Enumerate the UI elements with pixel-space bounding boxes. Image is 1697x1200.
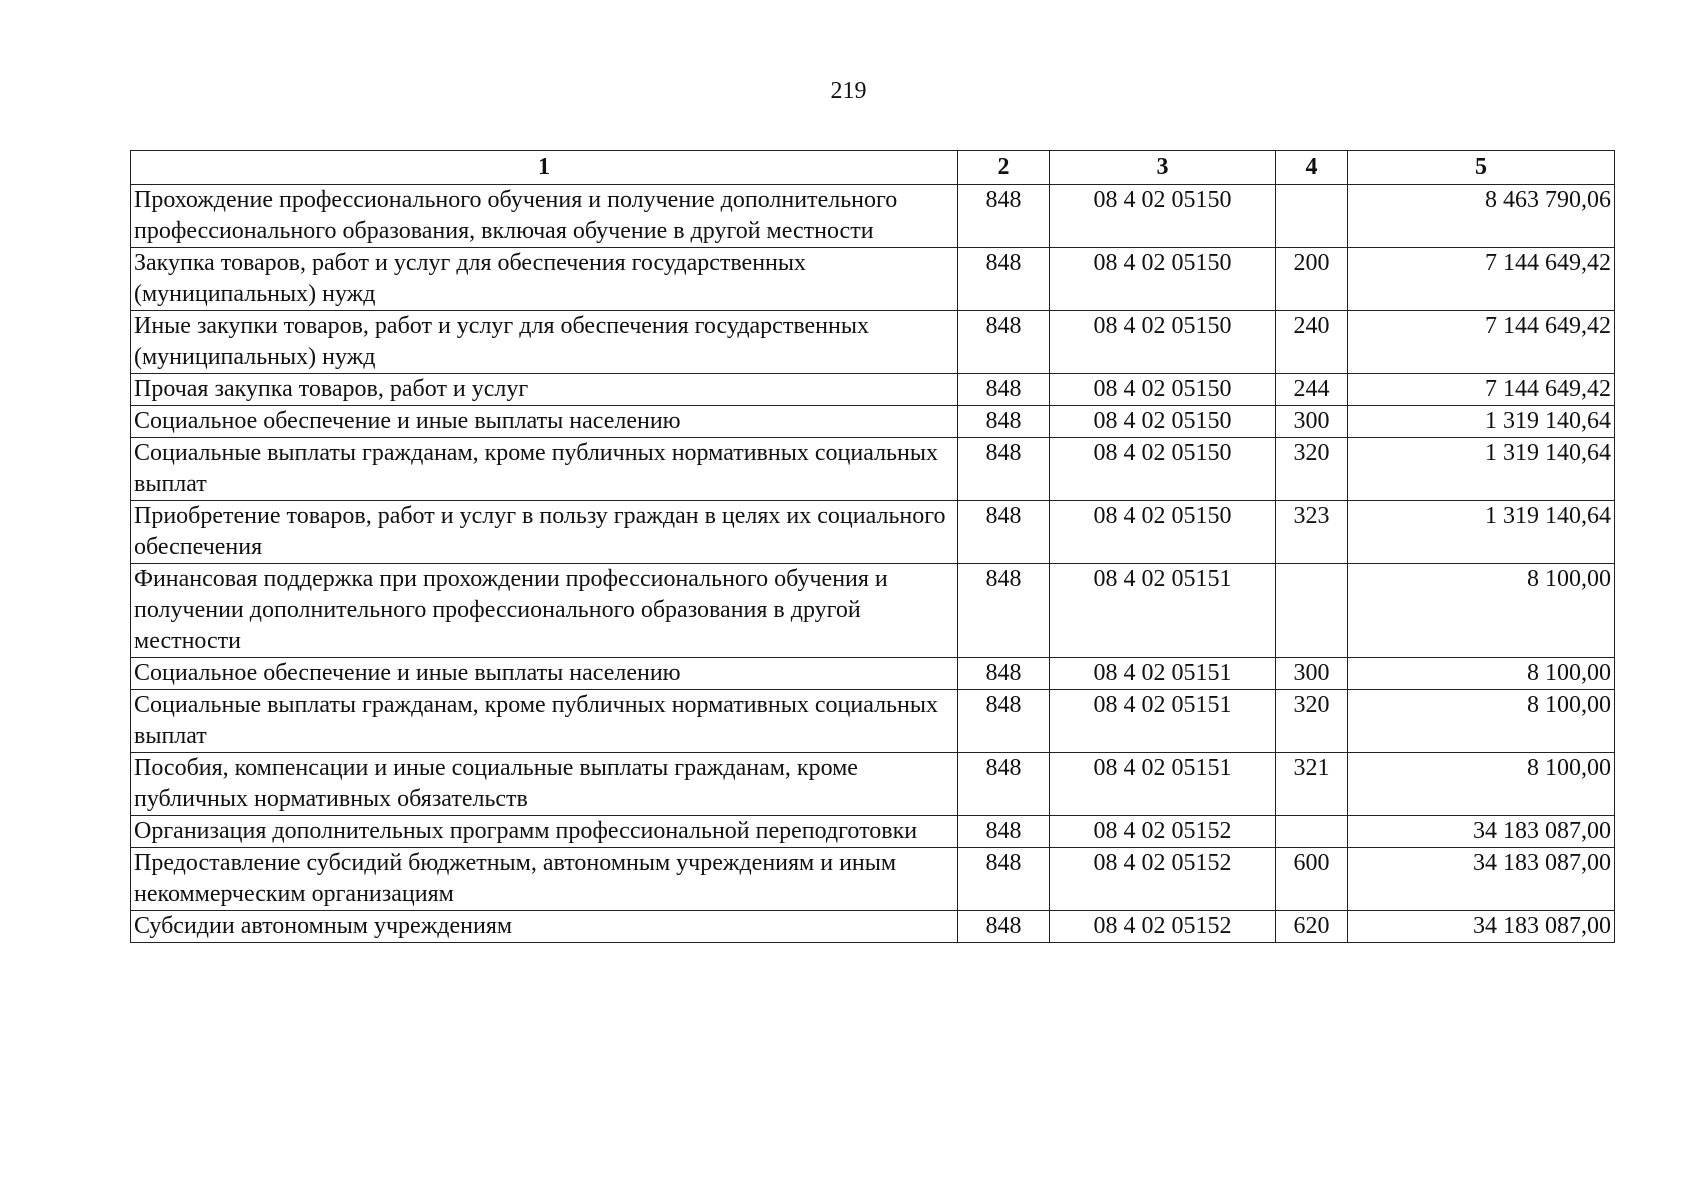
table-row xyxy=(131,753,1615,816)
row-name: Закупка товаров, работ и услуг для обеспечения государственных (муниципальных) нужд xyxy=(131,248,958,311)
row-code: 848 xyxy=(958,248,1050,311)
row-type: 321 xyxy=(1276,753,1348,816)
row-code: 848 xyxy=(958,816,1050,848)
column-header-2: 2 xyxy=(958,151,1050,185)
row-target: 08 4 02 05150 xyxy=(1050,406,1276,438)
row-target: 08 4 02 05152 xyxy=(1050,816,1276,848)
row-type xyxy=(1276,185,1348,248)
row-type: 300 xyxy=(1276,658,1348,690)
row-amount: 1 319 140,64 xyxy=(1348,438,1615,501)
row-target: 08 4 02 05151 xyxy=(1050,753,1276,816)
table-header-row xyxy=(131,151,1615,185)
row-type xyxy=(1276,564,1348,658)
row-amount: 7 144 649,42 xyxy=(1348,374,1615,406)
row-amount: 8 100,00 xyxy=(1348,564,1615,658)
row-type: 620 xyxy=(1276,911,1348,943)
row-amount: 7 144 649,42 xyxy=(1348,311,1615,374)
row-type: 244 xyxy=(1276,374,1348,406)
row-name: Финансовая поддержка при прохождении профессионального обучения и получении дополнительного профессионального образования в другой местности xyxy=(131,564,958,658)
row-type: 240 xyxy=(1276,311,1348,374)
table-row xyxy=(131,248,1615,311)
row-name: Социальное обеспечение и иные выплаты населению xyxy=(131,406,958,438)
row-name: Прохождение профессионального обучения и получение дополнительного профессионального образования, включая обучение в другой местности xyxy=(131,185,958,248)
row-code: 848 xyxy=(958,911,1050,943)
row-type: 320 xyxy=(1276,690,1348,753)
row-code: 848 xyxy=(958,311,1050,374)
row-type: 200 xyxy=(1276,248,1348,311)
row-type: 323 xyxy=(1276,501,1348,564)
row-target: 08 4 02 05151 xyxy=(1050,658,1276,690)
row-amount: 1 319 140,64 xyxy=(1348,501,1615,564)
table-row xyxy=(131,406,1615,438)
row-target: 08 4 02 05150 xyxy=(1050,438,1276,501)
row-amount: 8 100,00 xyxy=(1348,753,1615,816)
row-name: Социальное обеспечение и иные выплаты населению xyxy=(131,658,958,690)
row-amount: 34 183 087,00 xyxy=(1348,848,1615,911)
row-code: 848 xyxy=(958,848,1050,911)
row-type: 300 xyxy=(1276,406,1348,438)
column-header-1: 1 xyxy=(131,151,958,185)
row-name: Социальные выплаты гражданам, кроме публичных нормативных социальных выплат xyxy=(131,690,958,753)
row-target: 08 4 02 05150 xyxy=(1050,311,1276,374)
row-target: 08 4 02 05150 xyxy=(1050,185,1276,248)
row-amount: 8 100,00 xyxy=(1348,690,1615,753)
row-name: Организация дополнительных программ профессиональной переподготовки xyxy=(131,816,958,848)
budget-table xyxy=(130,150,1615,943)
row-name: Прочая закупка товаров, работ и услуг xyxy=(131,374,958,406)
row-code: 848 xyxy=(958,438,1050,501)
row-amount: 8 463 790,06 xyxy=(1348,185,1615,248)
table-row xyxy=(131,185,1615,248)
table-row xyxy=(131,374,1615,406)
row-name: Предоставление субсидий бюджетным, автономным учреждениям и иным некоммерческим организациям xyxy=(131,848,958,911)
row-code: 848 xyxy=(958,406,1050,438)
row-target: 08 4 02 05151 xyxy=(1050,690,1276,753)
table-row xyxy=(131,501,1615,564)
row-target: 08 4 02 05150 xyxy=(1050,501,1276,564)
table-row xyxy=(131,311,1615,374)
row-code: 848 xyxy=(958,564,1050,658)
row-name: Приобретение товаров, работ и услуг в пользу граждан в целях их социального обеспечения xyxy=(131,501,958,564)
table-row xyxy=(131,690,1615,753)
row-target: 08 4 02 05152 xyxy=(1050,911,1276,943)
row-type: 600 xyxy=(1276,848,1348,911)
table-row xyxy=(131,658,1615,690)
row-type xyxy=(1276,816,1348,848)
column-header-5: 5 xyxy=(1348,151,1615,185)
row-target: 08 4 02 05151 xyxy=(1050,564,1276,658)
row-code: 848 xyxy=(958,501,1050,564)
row-amount: 7 144 649,42 xyxy=(1348,248,1615,311)
table-row xyxy=(131,848,1615,911)
row-name: Социальные выплаты гражданам, кроме публичных нормативных социальных выплат xyxy=(131,438,958,501)
table-row xyxy=(131,911,1615,943)
table-row xyxy=(131,816,1615,848)
table-row xyxy=(131,438,1615,501)
row-code: 848 xyxy=(958,658,1050,690)
row-name: Субсидии автономным учреждениям xyxy=(131,911,958,943)
row-target: 08 4 02 05150 xyxy=(1050,374,1276,406)
row-amount: 1 319 140,64 xyxy=(1348,406,1615,438)
column-header-3: 3 xyxy=(1050,151,1276,185)
row-code: 848 xyxy=(958,753,1050,816)
row-code: 848 xyxy=(958,374,1050,406)
page-number: 219 xyxy=(830,78,867,104)
row-type: 320 xyxy=(1276,438,1348,501)
row-amount: 34 183 087,00 xyxy=(1348,911,1615,943)
row-name: Пособия, компенсации и иные социальные выплаты гражданам, кроме публичных нормативных обязательств xyxy=(131,753,958,816)
table-row xyxy=(131,564,1615,658)
row-amount: 8 100,00 xyxy=(1348,658,1615,690)
row-amount: 34 183 087,00 xyxy=(1348,816,1615,848)
row-code: 848 xyxy=(958,690,1050,753)
row-name: Иные закупки товаров, работ и услуг для обеспечения государственных (муниципальных) нужд xyxy=(131,311,958,374)
row-target: 08 4 02 05150 xyxy=(1050,248,1276,311)
column-header-4: 4 xyxy=(1276,151,1348,185)
row-code: 848 xyxy=(958,185,1050,248)
row-target: 08 4 02 05152 xyxy=(1050,848,1276,911)
